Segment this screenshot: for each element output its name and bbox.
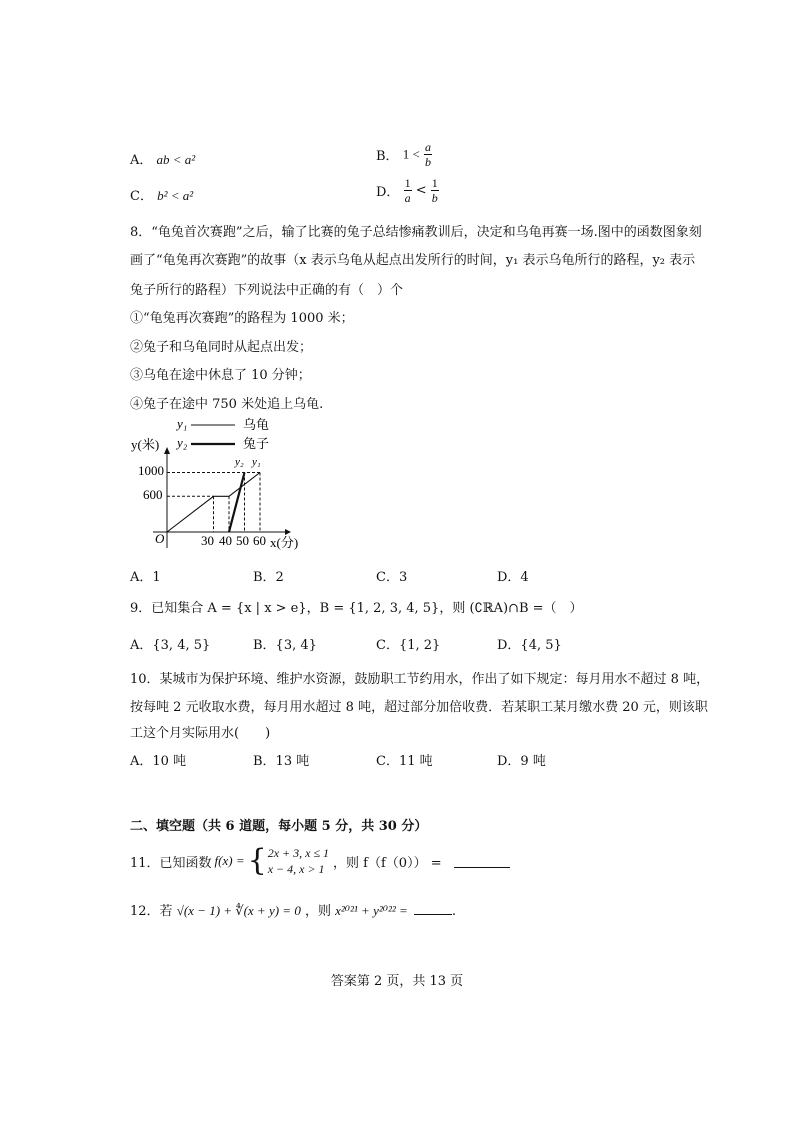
q7-option-b xyxy=(376,141,432,168)
q11-function: f(x) = xyxy=(214,853,245,868)
q12-expression-2: x²⁰²¹ + y²⁰²² = xyxy=(335,903,408,918)
origin-label: O xyxy=(155,531,165,546)
q7-option-b-lhs: 1 < xyxy=(402,146,420,162)
q10-stem-line-3: 工这个月实际用水( ) xyxy=(130,726,271,741)
legend-y2-symbol: y₂ xyxy=(177,435,188,450)
q8-chart xyxy=(125,412,315,557)
q7-option-a xyxy=(130,149,195,168)
q12-answer-blank xyxy=(414,902,452,915)
q7-option-c-expr: b² < a² xyxy=(157,188,194,203)
q9-option-c: C．{1, 2} xyxy=(376,638,441,653)
q10-option-b: B．13 吨 xyxy=(253,754,310,769)
q11-brace: { xyxy=(247,843,267,878)
q8-statement-2: ②兔子和乌龟同时从起点出发； xyxy=(130,340,313,355)
q12-mid: ，则 xyxy=(304,904,331,919)
q7-option-d-fraction-1 xyxy=(404,177,412,204)
q9-option-b: B．{3, 4} xyxy=(253,638,317,653)
y-axis-arrow xyxy=(164,447,170,454)
legend-y1-symbol: y₁ xyxy=(177,416,188,431)
q11-answer-blank xyxy=(454,855,510,868)
q7-option-a-label: A． xyxy=(130,153,153,168)
x-tick-40: 40 xyxy=(219,533,232,548)
y-axis-label: y(米) xyxy=(131,437,160,452)
series-label-y1: y₁ xyxy=(252,456,261,468)
q10-option-a: A．10 吨 xyxy=(130,754,187,769)
q11-case-2: x − 4, x > 1 xyxy=(267,862,325,876)
q7-option-d-label: D． xyxy=(376,185,400,200)
q7-option-d-fraction-2 xyxy=(431,177,439,204)
y-tick-600: 600 xyxy=(143,487,163,502)
q7-option-d-denominator-1: a xyxy=(404,191,411,205)
q8-option-d: D．4 xyxy=(497,570,529,585)
q12 xyxy=(130,900,456,919)
x-tick-50: 50 xyxy=(236,533,249,548)
q7-option-d-numerator-1: 1 xyxy=(404,176,411,190)
x-tick-30: 30 xyxy=(201,533,214,548)
q7-option-b-numerator: a xyxy=(424,140,431,154)
q8-option-c: C．3 xyxy=(376,570,408,585)
series-label-y2: y₂ xyxy=(235,456,244,468)
q7-option-a-expr: ab < a² xyxy=(156,152,196,167)
q7-option-c-label: C． xyxy=(130,189,153,204)
page-footer: 答案第 2 页，共 13 页 xyxy=(330,974,464,989)
q8-option-a: A．1 xyxy=(130,570,161,585)
q9-option-d: D．{4, 5} xyxy=(497,638,562,653)
q10-option-c: C．11 吨 xyxy=(376,754,433,769)
q8-stem-line-1: 8．“龟兔首次赛跑”之后，输了比赛的兔子总结惨痛教训后，决定和乌龟再赛一场.图中的函数图象刻 xyxy=(130,225,702,240)
q12-end: . xyxy=(451,904,457,919)
q9-stem: 9．已知集合 A = {x | x > e}，B = {1, 2, 3, 4, 5}，则 (∁ℝA)∩B =（ ） xyxy=(130,601,583,616)
q11-cases xyxy=(268,845,329,877)
q7-option-d-lt: < xyxy=(415,183,427,198)
series-line-y2-rabbit xyxy=(229,473,245,533)
section-2-title: 二、填空题（共 6 道题，每小题 5 分，共 30 分） xyxy=(130,819,428,834)
q12-prefix: 12．若 xyxy=(130,904,173,919)
q10-stem-line-1: 10．某城市为保护环境、维护水资源，鼓励职工节约用水，作出了如下规定：每月用水不超过 8 吨， xyxy=(130,672,710,687)
q8-statement-3: ③乌龟在途中休息了 10 分钟； xyxy=(130,368,311,383)
y-tick-1000: 1000 xyxy=(138,463,164,478)
q8-stem-line-2: 画了“龟兔再次赛跑”的故事（x 表示乌龟从起点出发所行的时间，y₁ 表示乌龟所行的路程，y₂ 表示 xyxy=(130,253,696,268)
q9-option-a: A．{3, 4, 5} xyxy=(130,638,211,653)
q8-option-b: B．2 xyxy=(253,570,284,585)
q8-statement-1: ①“龟兔再次赛跑”的路程为 1000 米； xyxy=(130,311,354,326)
x-axis-label: x(分) xyxy=(270,535,299,550)
q7-option-b-fraction xyxy=(424,141,432,168)
q11-case-1: 2x + 3, x ≤ 1 xyxy=(267,846,330,860)
q7-option-d xyxy=(376,177,439,204)
q11-suffix: ，则 f（f（0）） = xyxy=(333,855,442,871)
legend-y1-label: 乌龟 xyxy=(243,417,270,432)
x-tick-60: 60 xyxy=(253,533,266,548)
legend-y2-label: 兔子 xyxy=(243,436,270,451)
q7-option-d-denominator-2: b xyxy=(431,191,438,205)
q7-option-b-denominator: b xyxy=(424,155,431,169)
q10-option-d: D．9 吨 xyxy=(497,754,546,769)
q11 xyxy=(130,843,510,879)
chart-guides xyxy=(167,473,260,533)
q10-stem-line-2: 按每吨 2 元收取水费，每月用水超过 8 吨，超过部分加倍收费．若某职工某月缴水费 20 元，则该职 xyxy=(130,700,708,715)
q7-option-c xyxy=(130,185,193,204)
q8-statement-4: ④兔子在途中 750 米处追上乌龟. xyxy=(130,397,324,412)
q11-prefix: 11．已知函数 xyxy=(130,855,212,871)
q8-stem-line-3: 兔子所行的路程）下列说法中正确的有（ ）个 xyxy=(130,283,404,298)
q12-expression: √(x − 1) + ∜(x + y) = 0 xyxy=(176,903,301,918)
q7-option-d-numerator-2: 1 xyxy=(431,176,438,190)
q7-option-b-label: B． xyxy=(376,149,399,164)
